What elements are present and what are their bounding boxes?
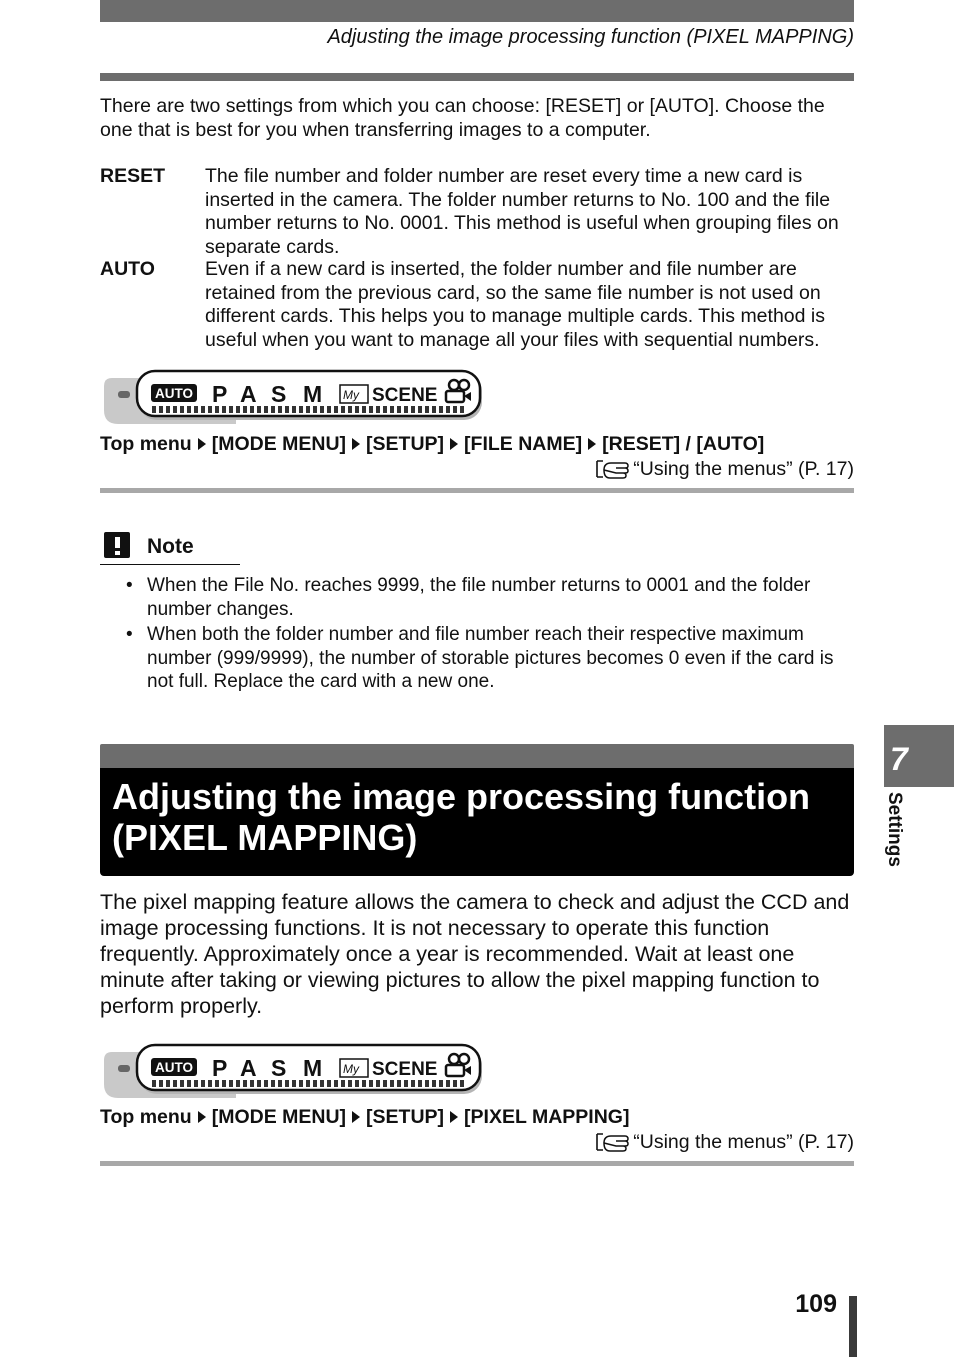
menu-step: [RESET] / [AUTO]	[602, 433, 765, 455]
header-rule	[100, 73, 854, 81]
reference-text: “Using the menus” (P. 17)	[633, 1131, 854, 1153]
section-title: Adjusting the image processing function (PIXEL MAPPING)	[112, 776, 811, 858]
dial-indicator	[118, 1065, 130, 1072]
definition-reset: The file number and folder number are reset every time a new card is inserted in the camera. The folder number returns to No. 100 and the file number returns to No. 0001. This method is useful when grouping files on separate cards.	[205, 165, 839, 258]
scene-label: SCENE	[372, 385, 438, 406]
menu-path-start: Top menu	[100, 433, 192, 455]
menu-step: [FILE NAME]	[464, 433, 583, 455]
menu-step: [SETUP]	[366, 1106, 445, 1128]
arrow-right-icon	[450, 1111, 458, 1123]
bullet-symbol: •	[126, 575, 133, 596]
mode-a: A	[240, 1055, 257, 1081]
page-bar	[849, 1296, 857, 1357]
menu-step: [MODE MENU]	[211, 1106, 347, 1128]
auto-label: AUTO	[154, 386, 194, 401]
reference-text: “Using the menus” (P. 17)	[633, 458, 854, 480]
chapter-label-text: Settings	[884, 792, 905, 867]
term-auto: AUTO	[100, 258, 155, 280]
auto-label: AUTO	[154, 1060, 194, 1075]
chapter-number: 7	[890, 741, 908, 777]
exclamation-icon	[104, 532, 130, 558]
section-rule	[100, 488, 854, 493]
reference-hand-icon	[595, 1131, 631, 1153]
arrow-right-icon	[198, 1111, 206, 1123]
mode-a: A	[240, 381, 257, 407]
chapter-label	[876, 792, 910, 882]
arrow-right-icon	[588, 438, 596, 450]
mode-dial-graphic	[100, 368, 484, 426]
menu-reference	[595, 1130, 854, 1154]
arrow-right-icon	[352, 1111, 360, 1123]
menu-step: [SETUP]	[366, 433, 445, 455]
intro-paragraph: There are two settings from which you can choose: [RESET] or [AUTO]. Choose the one that is best for you when transferring images to a computer.	[100, 95, 825, 141]
section-title-bar	[100, 744, 854, 768]
menu-step: [PIXEL MAPPING]	[464, 1106, 630, 1128]
mode-m: M	[303, 381, 323, 407]
arrow-right-icon	[450, 438, 458, 450]
pixel-mapping-paragraph: The pixel mapping feature allows the camera to check and adjust the CCD and image processing functions. It is not necessary to operate this function frequently. Approximately once a year is recommended. Wait at least one minute after taking or viewing pictures to allow the pixel mapping function to perform properly.	[100, 890, 850, 1018]
menu-path-pixel-mapping	[100, 1105, 854, 1129]
definition-auto: Even if a new card is inserted, the folder number and file number are retained from the previous card, so the same file number is not used on different cards. This helps you to manage multiple cards. This method is useful when you want to manage all your files with sequential numbers.	[205, 258, 825, 351]
term-reset: RESET	[100, 165, 166, 187]
mode-m: M	[303, 1055, 323, 1081]
note-item: When both the folder number and file number reach their respective maximum number (999/9999), the number of storable pictures becomes 0 even if the card is not full. Replace the card with a new one.	[147, 624, 834, 692]
menu-path-start: Top menu	[100, 1106, 192, 1128]
my-mode-label: My	[343, 1062, 359, 1076]
my-mode-label: My	[343, 388, 359, 402]
mode-p: P	[212, 1055, 228, 1081]
running-title: Adjusting the image processing function (PIXEL MAPPING)	[327, 26, 854, 48]
bullet-symbol: •	[126, 624, 133, 645]
mode-dial-graphic	[100, 1042, 484, 1100]
arrow-right-icon	[198, 438, 206, 450]
scene-label: SCENE	[372, 1059, 438, 1080]
mode-s: S	[271, 381, 287, 407]
menu-step: [MODE MENU]	[211, 433, 347, 455]
section-rule	[100, 1161, 854, 1166]
menu-reference	[595, 457, 854, 481]
mode-s: S	[271, 1055, 287, 1081]
reference-hand-icon	[595, 458, 631, 480]
menu-path-file-name	[100, 432, 854, 456]
dial-indicator	[118, 391, 130, 398]
page-number: 109	[795, 1290, 837, 1318]
mode-p: P	[212, 381, 228, 407]
arrow-right-icon	[352, 438, 360, 450]
note-label: Note	[147, 535, 194, 558]
note-item: When the File No. reaches 9999, the file number returns to 0001 and the folder number changes.	[147, 575, 811, 620]
header-bar	[100, 0, 854, 22]
note-heading	[100, 530, 240, 565]
